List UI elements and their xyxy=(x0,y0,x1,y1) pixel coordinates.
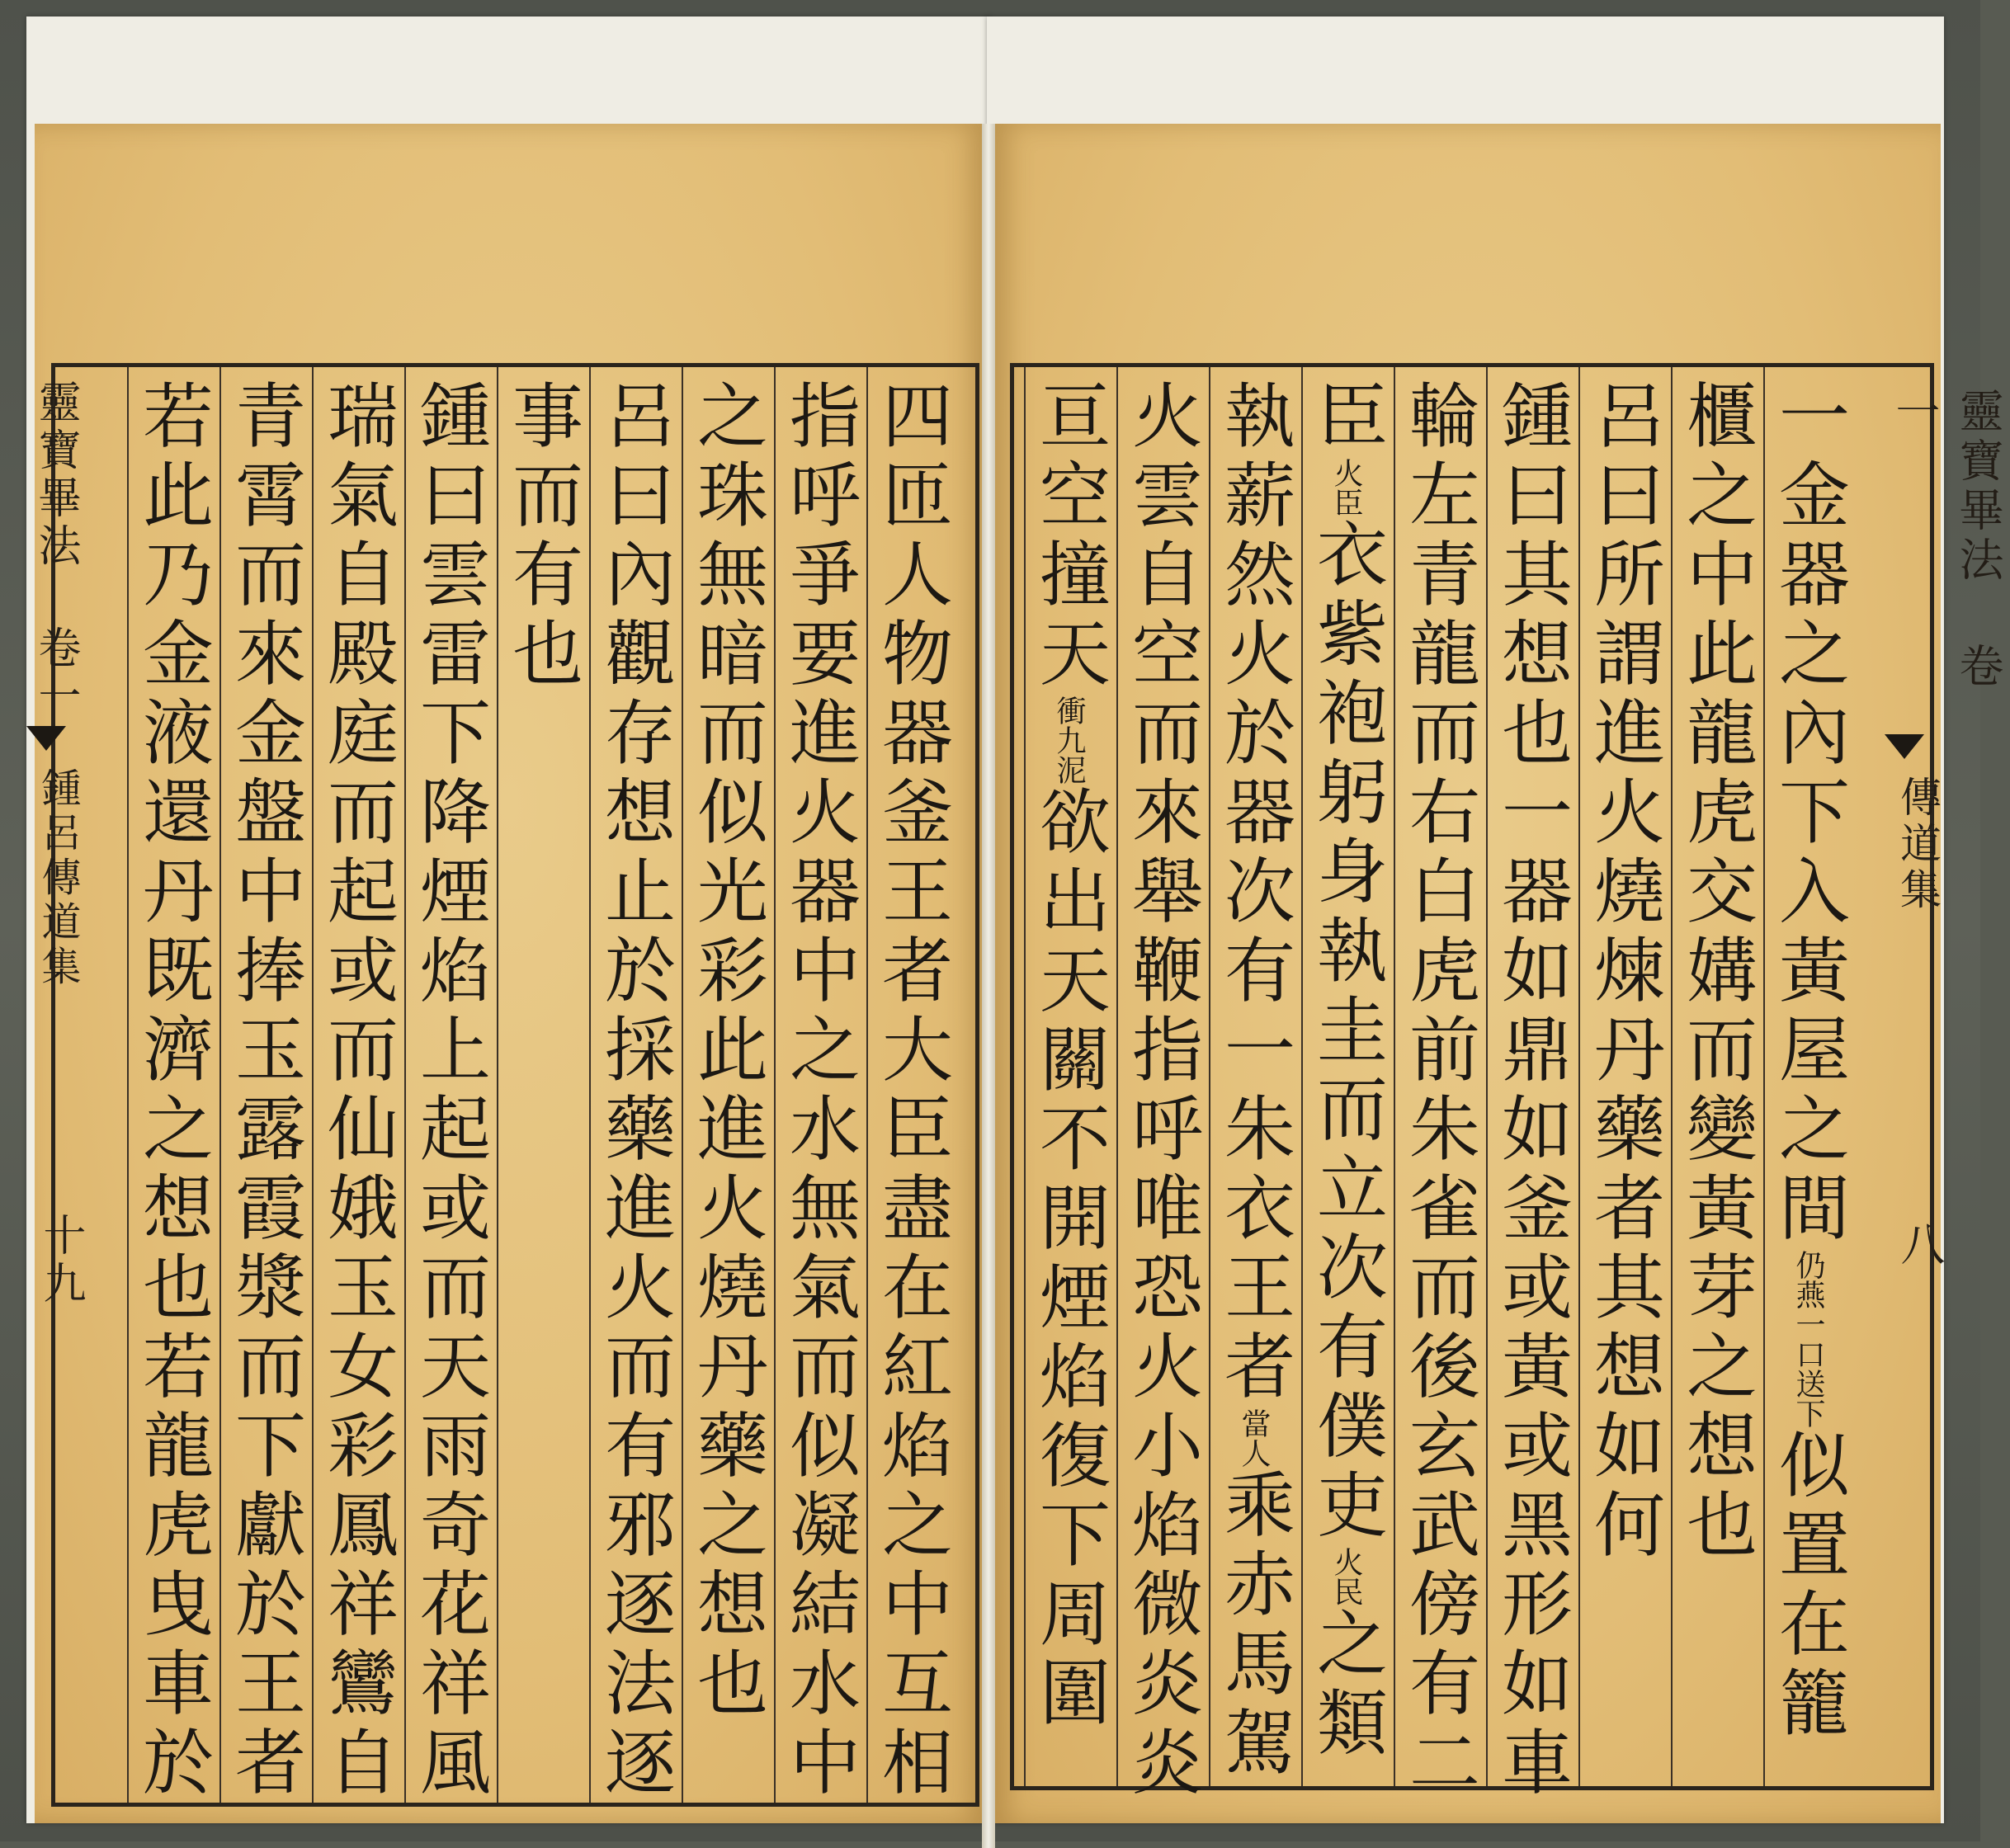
column-rule xyxy=(589,367,591,1803)
annotation-note: 火民 xyxy=(1329,1547,1363,1606)
column-text: 亘空撞天 xyxy=(1027,379,1110,695)
column-rule xyxy=(497,367,498,1803)
column-text: 似置在籠 xyxy=(1767,1428,1849,1745)
right-page-frame xyxy=(1010,363,1934,1804)
column-text: 輪左青龍而右白虎前朱雀而後玄武傍有二 xyxy=(1397,379,1479,1804)
right-fishtail-mark xyxy=(1885,734,1924,759)
column-text: 衣紫袍躬身執圭而立次有僕吏 xyxy=(1305,517,1387,1547)
column-text: 執薪然火於器次有一朱衣王者 xyxy=(1212,379,1295,1408)
text-column xyxy=(1305,379,1387,1765)
text-column xyxy=(870,379,952,1804)
text-column xyxy=(592,379,675,1804)
column-text: 臣 xyxy=(1305,379,1387,458)
column-rule xyxy=(219,367,221,1803)
text-column xyxy=(1397,379,1479,1804)
column-text: 之珠無暗而似光彩此進火燒丹藥之想也 xyxy=(685,379,767,1725)
text-column xyxy=(1582,379,1664,1567)
column-text: 欲出天關不開煙焰復下周圍 xyxy=(1027,785,1110,1735)
column-text: 乘赤馬駕 xyxy=(1212,1468,1295,1784)
column-text: 若此乃金液還丹既濟之想也若龍虎曳車於 xyxy=(130,379,213,1804)
column-text: 之類 xyxy=(1305,1606,1387,1765)
text-column xyxy=(1027,379,1110,1735)
text-column xyxy=(1212,379,1295,1784)
text-column xyxy=(500,379,583,695)
column-rule xyxy=(1763,367,1765,1786)
column-text: 青霄而來金盤中捧玉露霞漿而下獻於王者 xyxy=(223,379,305,1804)
annotation-note: 火臣 xyxy=(1329,458,1363,517)
text-column xyxy=(777,379,860,1804)
text-column xyxy=(1767,379,1849,1745)
right-page xyxy=(993,124,1941,1823)
right-banxin-title: 靈寶畢法 卷一 xyxy=(1889,388,2004,692)
column-text: 鍾曰雲雷下降煙焰上起或而天雨奇花祥風 xyxy=(408,379,490,1804)
annotation-note: 衝九泥 xyxy=(1052,695,1086,785)
left-banxin-title: 靈寶畢法 卷一 xyxy=(31,380,80,721)
column-text: 櫃之中此龍虎交媾而變黃芽之想也 xyxy=(1674,379,1757,1567)
text-column xyxy=(408,379,490,1804)
column-text: 指呼爭要進火器中之水無氣而似凝結水中 xyxy=(777,379,860,1804)
column-text: 鍾曰其想也一器如鼎如釜或黃或黑形如車 xyxy=(1489,379,1572,1804)
left-fishtail-mark xyxy=(26,726,66,751)
column-text: 呂曰內觀存想止於採藥進火而有邪逐法逐 xyxy=(592,379,675,1804)
column-rule xyxy=(682,367,683,1803)
text-column xyxy=(315,379,398,1804)
column-rule xyxy=(404,367,406,1803)
annotation-note: 仍燕一口送下 xyxy=(1791,1250,1825,1428)
text-column xyxy=(1674,379,1757,1567)
column-rule xyxy=(1116,367,1118,1786)
column-rule xyxy=(1671,367,1673,1786)
column-text: 四匝人物器釜王者大臣盡在紅焰之中互相 xyxy=(870,379,952,1804)
column-rule xyxy=(1209,367,1210,1786)
column-text: 呂曰所謂進火燒煉丹藥者其想如何 xyxy=(1582,379,1664,1567)
column-rule xyxy=(1301,367,1303,1786)
text-column xyxy=(223,379,305,1804)
left-page xyxy=(35,124,985,1823)
column-rule xyxy=(774,367,776,1803)
column-rule xyxy=(312,367,314,1803)
column-rule xyxy=(866,367,868,1803)
column-rule xyxy=(1394,367,1395,1786)
text-column xyxy=(130,379,213,1804)
text-column xyxy=(1120,379,1202,1804)
column-text: 瑞氣自殿庭而起或而仙娥玉女彩鳳祥鸞自 xyxy=(315,379,398,1804)
left-banxin-sub: 鍾呂傳道集 xyxy=(35,767,81,990)
column-rule xyxy=(1578,367,1580,1786)
book-gutter xyxy=(982,124,995,1848)
right-banxin-sub: 傳道集 xyxy=(1894,776,1942,914)
left-page-frame xyxy=(51,363,979,1807)
right-folio-number: 八 xyxy=(1894,1221,1946,1270)
text-column xyxy=(1489,379,1572,1804)
column-rule xyxy=(127,367,129,1803)
column-text: 火雲自空而來舉鞭指呼唯恐火小焰微炎炎 xyxy=(1120,379,1202,1804)
annotation-note: 當人 xyxy=(1237,1408,1271,1468)
left-folio-number: 十九 xyxy=(35,1213,85,1308)
column-rule xyxy=(1024,367,1026,1786)
text-column xyxy=(685,379,767,1725)
column-rule xyxy=(1486,367,1488,1786)
column-text: 事而有也 xyxy=(500,379,583,695)
column-text: 一金器之內下入黃屋之間 xyxy=(1767,379,1849,1250)
